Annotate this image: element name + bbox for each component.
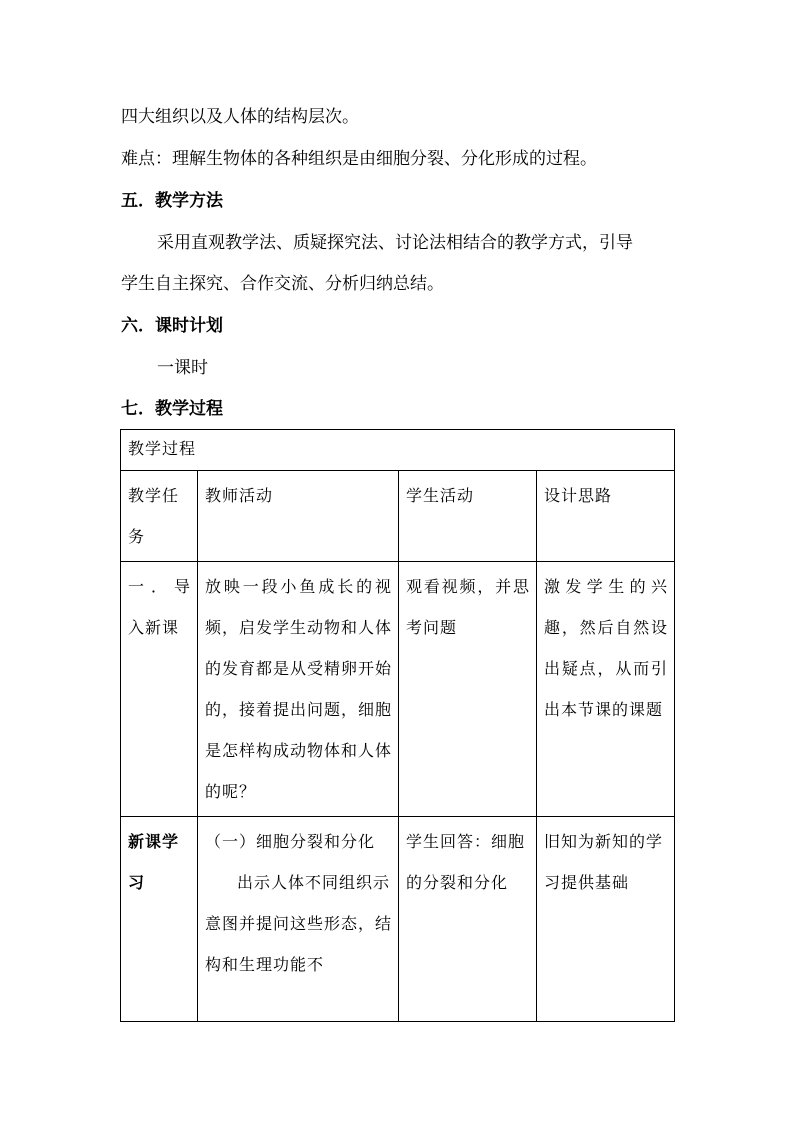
row-design-idea: 旧知为新知的学习提供基础 bbox=[537, 817, 675, 1022]
table-title: 教学过程 bbox=[121, 430, 675, 471]
section-6-text: 一课时 bbox=[157, 358, 208, 378]
row-teacher-activity: 出示人体不同组织示意图并提问这些形态，结构和生理功能不 bbox=[205, 873, 393, 974]
section-5-heading: 五．教学方法 bbox=[121, 191, 223, 211]
header-task: 教学任务 bbox=[121, 471, 198, 562]
row-teacher-activity-cell bbox=[198, 817, 399, 1022]
section-5-paragraph-line-1: 采用直观教学法、质疑探究法、讨论法相结合的教学方式，引导 bbox=[157, 233, 633, 253]
row-design-idea: 激发学生的兴趣，然后自然设出疑点，从而引出本节课的课题 bbox=[537, 562, 675, 817]
row-teacher-activity: 放映一段小鱼成长的视频，启发学生动物和人体的发育都是从受精卵开始的，接着提出问题，细胞是怎样构成动物体和人体的呢？ bbox=[198, 562, 399, 817]
teaching-process-table bbox=[120, 429, 675, 1022]
section-6-heading: 六．课时计划 bbox=[121, 316, 223, 336]
table-header-row bbox=[121, 471, 675, 562]
table-title-row bbox=[121, 430, 675, 471]
table-row bbox=[121, 562, 675, 817]
row-task: 新课学习 bbox=[121, 817, 198, 1022]
section-5-paragraph-line-2: 学生自主探究、合作交流、分析归纳总结。 bbox=[121, 274, 444, 294]
row-task: 一．导入新课 bbox=[121, 562, 198, 817]
intro-line-1: 四大组织以及人体的结构层次。 bbox=[121, 107, 359, 127]
difficulty-line: 难点：理解生物体的各种组织是由细胞分裂、分化形成的过程。 bbox=[121, 149, 597, 169]
table-row bbox=[121, 817, 675, 1022]
section-7-heading: 七．教学过程 bbox=[121, 399, 223, 419]
header-student-activity: 学生活动 bbox=[399, 471, 537, 562]
row-student-activity: 观看视频，并思考问题 bbox=[399, 562, 537, 817]
header-teacher-activity: 教师活动 bbox=[198, 471, 399, 562]
row-teacher-subtitle: （一）细胞分裂和分化 bbox=[205, 832, 376, 851]
row-student-activity: 学生回答：细胞的分裂和分化 bbox=[399, 817, 537, 1022]
header-design-idea: 设计思路 bbox=[537, 471, 675, 562]
